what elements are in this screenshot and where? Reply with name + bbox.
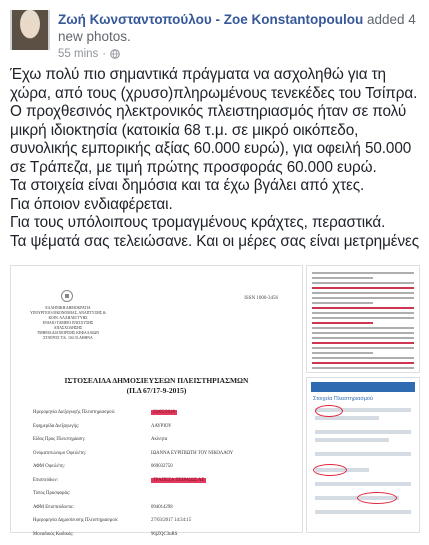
post-paragraph: Τα στοιχεία είναι δημόσια και τα έχω βγάλει από χτες.	[10, 177, 422, 196]
post-timestamp[interactable]: 55 mins	[58, 48, 98, 60]
post-paragraph: Για τους υπόλοιπους τρομαγμένους κράχτες, περαστικά.	[10, 214, 422, 233]
document-row: Ονοματεπώνυμο Οφειλέτη: ΙΩΑΝΝΑ ΕΥΡΙΠΙΩΤΗ ΤΟΥ ΝΙΚΟΛΑΟΥ	[33, 451, 290, 465]
post-body	[10, 66, 422, 251]
website-header-bar	[311, 382, 415, 392]
photo-auction-document[interactable]	[10, 265, 303, 533]
document-row: Μοναδικός Κωδικός: 96jZQC3uRS	[33, 532, 290, 545]
document-row: Είδος Προς Πλειστηρίαση: Ακίνητα	[33, 437, 290, 451]
post-paragraph: Ο προχθεσινός ηλεκτρονικός πλειστηριασμός ήταν σε πολύ μικρή ιδιοκτησία (κατοικία 68 τ.μ. σε μικρό οικόπεδο, συνολικής εμπορικής αξίας 60.000 ευρώ), για οφειλή 50.000 σε Τράπεζα, με τιμή πρώτης προσφοράς 60.000 ευρώ.	[10, 103, 422, 177]
document-id: ISSN 1000-3456	[244, 296, 278, 301]
document-row: Τύπος Προσφοράς:	[33, 491, 290, 505]
greek-emblem-icon	[61, 290, 73, 302]
document-row: ΑΦΜ Επισπεύδοντα: 094014298	[33, 505, 290, 519]
document-row: Ημερομηνία Δημοσίευσης Πλειστηριασμού: 27/03/2017 14:34:15	[33, 518, 290, 532]
highlight-circle	[313, 464, 347, 476]
document-row: Ημερομηνία Διεξαγωγής Πλειστηριασμού: 23/05/2018	[33, 410, 290, 424]
photo-auction-website[interactable]	[306, 377, 420, 533]
document-row: Εφημερίδα Διεξαγωγής: ΛΑΥΡΙΟΥ	[33, 424, 290, 438]
photo-document-page[interactable]	[306, 265, 420, 373]
document-fields	[33, 410, 290, 545]
avatar[interactable]	[10, 10, 50, 50]
document-title: ΙΣΤΟΣΕΛΙΔΑ ΔΗΜΟΣΙΕΥΣΕΩΝ ΠΛΕΙΣΤΗΡΙΑΣΜΩΝ (Π.Δ 67/17-9-2015)	[11, 376, 302, 396]
post-paragraph: Έχω πολύ πιο σημαντικά πράγματα να ασχοληθώ για τη χώρα, από τους (χρυσο)πληρωμένους τενεκέδες του Τσίπρα.	[10, 66, 422, 103]
highlight-circle	[315, 405, 343, 417]
document-row: Επισπεύδων: ΤΡΑΠΕΖΑ ΠΕΙΡΑΙΩΣ ΑΕ	[33, 478, 290, 492]
globe-icon[interactable]	[110, 49, 120, 59]
post-paragraph: Για όποιον ενδιαφέρεται.	[10, 196, 422, 215]
website-section-title: Στοιχεία Πλειστηριασμού	[313, 396, 373, 402]
document-row: ΑΦΜ Οφειλέτη: 069032750	[33, 464, 290, 478]
post-paragraph: Τα ψέματά σας τελειώσανε. Και οι μέρες σας είναι μετρημένες	[10, 233, 422, 252]
document-org: ΕΛΛΗΝΙΚΗ ΔΗΜΟΚΡΑΤΙΑ ΥΠΟΥΡΓΕΙΟ ΟΙΚΟΝΟΜΙΑΣ, ΑΝΑΠΤΥΞΗΣ & ΚΟΙΝ. ΑΛΛΗΛΕΓΓΥΗΣ ΕΝΙΑΙΟ ΤΑΜΕΙΟ ΕΝΙΣΧΥΣΗΣ ΑΠΑΣΧΟΛΗΣΗΣ ΤΜΗΜΑ ΔΙΑΧΕΙΡΙΣΗΣ ΚΕΦΑΛΑΙΩΝ ΣΤΑΥΡΟΣ Τ.Κ. 104 33 ΑΘΗΝΑ	[29, 306, 107, 341]
highlight-circle	[357, 492, 397, 504]
post-meta	[58, 48, 120, 60]
post-header-text	[58, 11, 421, 45]
post-header	[10, 10, 421, 58]
meta-separator: ·	[102, 48, 106, 60]
author-name-link[interactable]: Ζωή Κωνσταντοπούλου - Zoe Konstantopoulou	[58, 12, 363, 27]
document-text-lines	[312, 272, 414, 372]
post-action: added 4 new photos.	[58, 12, 416, 44]
